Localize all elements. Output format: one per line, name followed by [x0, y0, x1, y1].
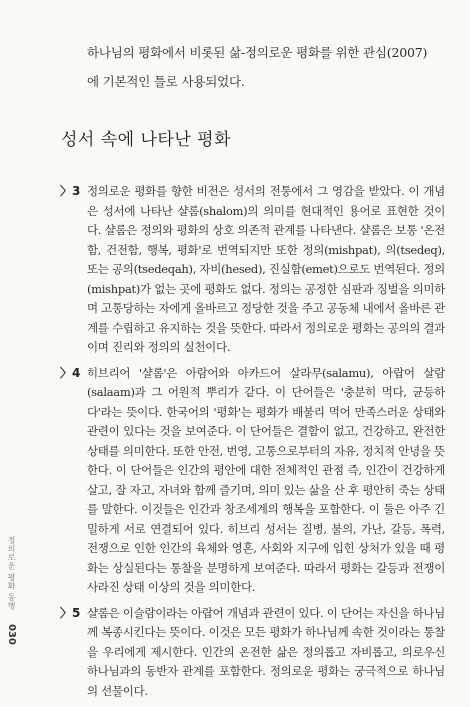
running-title: 정의로운 평화 동행 — [7, 536, 16, 611]
paragraph-number: 〉5 — [60, 605, 81, 620]
paragraph-number: 〉4 — [60, 365, 81, 380]
paragraph-number: 〉3 — [60, 184, 81, 198]
section-heading: 성서 속에 나타난 평화 — [61, 130, 232, 150]
paragraph-3 — [60, 182, 445, 358]
page-number: 030 — [6, 624, 17, 645]
paragraph-5 — [60, 604, 445, 702]
paragraph-4 — [60, 364, 445, 598]
page-margin-label — [6, 536, 22, 646]
intro-paragraph: 하나님의 평화에서 비롯된 삶-정의로운 평화를 위한 관심(2007)에 기본적인 틀로 사용되었다. — [87, 45, 428, 89]
paragraph-list — [60, 182, 445, 707]
paragraph-text: 히브리어 '샬롬'은 아람어와 아카드어 살라무(salamu), 아랍어 살람(salaam)과 그 어원적 뿌리가 같다. 이 단어들은 '충분히 먹다, 균등하다'라는 뜻이다. 한국어의 '평화'는 평화가 배불리 먹어 만족스러운 상태와 관련이 있다는 것을 보여준다. 이 단어들은 결함이 없고, 건강하고, 완전한 상태를 의미한다. 또한 안전, 번영, 고통으로부터의 자유, 정치적 안녕을 뜻한다. 이 단어들은 인간의 평안에 대한 전체적인 관점 즉, 인간이 건강하게 살고, 잘 자고, 자녀와 함께 즐기며, 의미 있는 삶을 산 후 평안히 죽는 상태를 말한다. 이것들은 인간과 창조세계의 행복을 포함한다. 이 둘은 아주 긴밀하게 서로 연결되어 있다. 히브리 성서는 질병, 불의, 가난, 갈등, 폭력, 전쟁으로 인한 인간의 육체와 영혼, 사회와 지구에 입힌 상처가 있을 때 평화는 상실된다는 통찰을 분명하게 보여준다. 따라서 평화는 갈등과 전쟁이 사라진 상태 이상의 것을 의미한다. — [87, 365, 445, 594]
paragraph-text: 정의로운 평화를 향한 비전은 성서의 전통에서 그 영감을 받았다. 이 개념은 성서에 나타난 샬롬(shalom)의 의미를 현대적인 용어로 표현한 것이다. 샬롬은 정의와 평화의 상호 의존적 관계를 나타낸다. 샬롬은 보통 '온전함, 건전함, 행복, 평화'로 번역되지만 또한 정의(mishpat), 의(tsedeq), 또는 공의(tsedeqah), 자비(hesed), 진실함(emet)으로도 번역된다. 정의(mishpat)가 없는 곳에 평화도 없다. 정의는 공정한 심판과 징벌을 의미하며 고통당하는 자에게 올바르고 정당한 것을 주고 공동체 내에서 올바른 관계를 수립하고 유지하는 것을 뜻한다. 따라서 정의로운 평화는 공의의 결과이며 진리와 정의의 실천이다. — [87, 184, 445, 354]
paragraph-text: 샬롬은 이슬람이라는 아랍어 개념과 관련이 있다. 이 단어는 자신을 하나님께 복종시킨다는 뜻이다. 이것은 모든 평화가 하나님께 속한 것이라는 통찰을 우리에게 제시한다. 인간의 온전한 삶은 정의롭고 자비롭고, 의로우신 하나님과의 동반자 관계를 포함한다. 정의로운 평화는 궁극적으로 하나님의 선물이다. — [87, 605, 445, 698]
